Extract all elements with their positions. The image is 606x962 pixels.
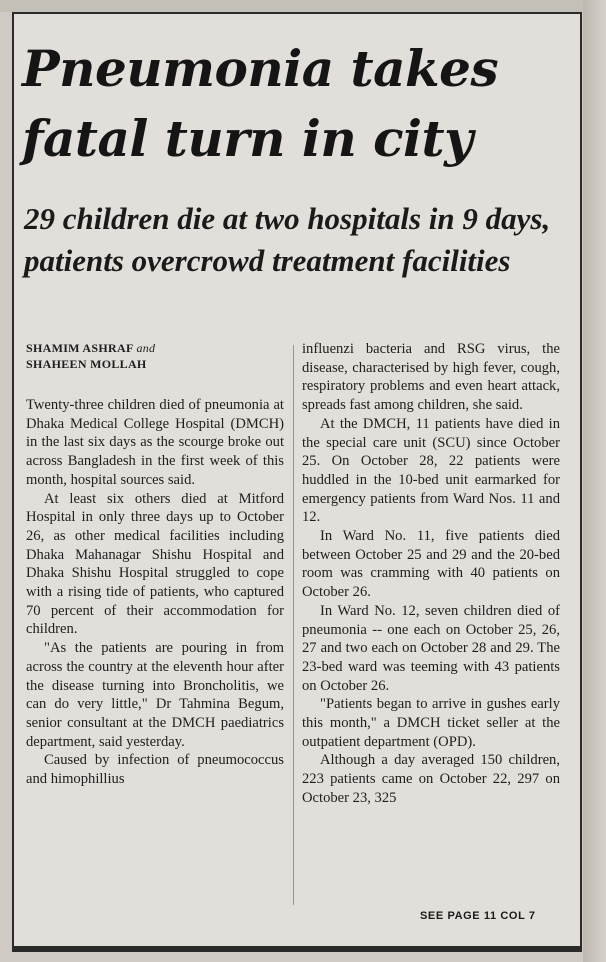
paragraph: Twenty-three children died of pneumonia at Dhaka Medical College Hospital (DMCH) in the last six days as the scourge broke out across Bangladesh in the first week of this month, hospital sources said. <box>26 397 284 488</box>
byline-author-1: SHAMIM ASHRAF <box>26 341 134 355</box>
bottom-rule <box>12 948 582 952</box>
paragraph: At the DMCH, 11 patients have died in the special care unit (SCU) since October 25. On October 28, 22 patients were huddled in the 10-bed unit earmarked for emergency patients from Ward Nos. 11 and 12. <box>302 415 560 526</box>
paragraph: At least six others died at Mitford Hospital in only three days up to October 26, as other medical facilities including Dhaka Mahanagar Shishu Hospital and Dhaka Shishu Hospital struggled to cope with a rising tide of patients, who captured 70 percent of their accommodation for children. <box>26 490 284 638</box>
continuation-jump-line: SEE PAGE 11 COL 7 <box>420 910 536 922</box>
subheadline: 29 children die at two hospitals in 9 days, patients overcrowd treatment facilities <box>24 201 551 278</box>
column-divider <box>293 345 294 905</box>
adjacent-clipping-right <box>583 0 606 962</box>
byline <box>26 340 284 372</box>
paragraph: In Ward No. 11, five patients died between October 25 and 29 and the 20-bed room was cramming with 40 patients on October 26. <box>302 528 560 601</box>
byline-author-2: SHAHEEN MOLLAH <box>26 357 147 371</box>
headline-line-1: Pneumonia takes <box>22 39 499 98</box>
headline-line-2: fatal turn in city <box>22 109 473 168</box>
paragraph: influenzi bacteria and RSG virus, the disease, characterised by high fever, cough, respiratory problems and even heart attack, spreads fast among children, she said. <box>302 341 560 414</box>
paragraph: "As the patients are pouring in from across the country at the eleventh hour after the disease turning into Broncholitis, we can do very little," Dr Tahmina Begum, senior consultant at the DMCH paediatrics department, said yesterday. <box>26 640 284 750</box>
paragraph: "Patients began to arrive in gushes early this month," a DMCH ticket seller at the outpatient department (OPD). <box>302 696 560 750</box>
paragraph: Caused by infection of pneumococcus and himophillius <box>26 752 284 788</box>
paragraph: Although a day averaged 150 children, 223 patients came on October 22, 297 on October 23, 325 <box>302 752 560 806</box>
article-column-right <box>302 340 560 808</box>
headline <box>22 34 570 174</box>
article-column-left <box>26 340 284 789</box>
byline-and: and <box>136 341 156 355</box>
adjacent-clipping-top <box>0 0 606 12</box>
paragraph: In Ward No. 12, seven children died of pneumonia -- one each on October 25, 26, 27 and two each on October 28 and 29. The 23-bed ward was teeming with 43 patients on October 26. <box>302 602 560 694</box>
